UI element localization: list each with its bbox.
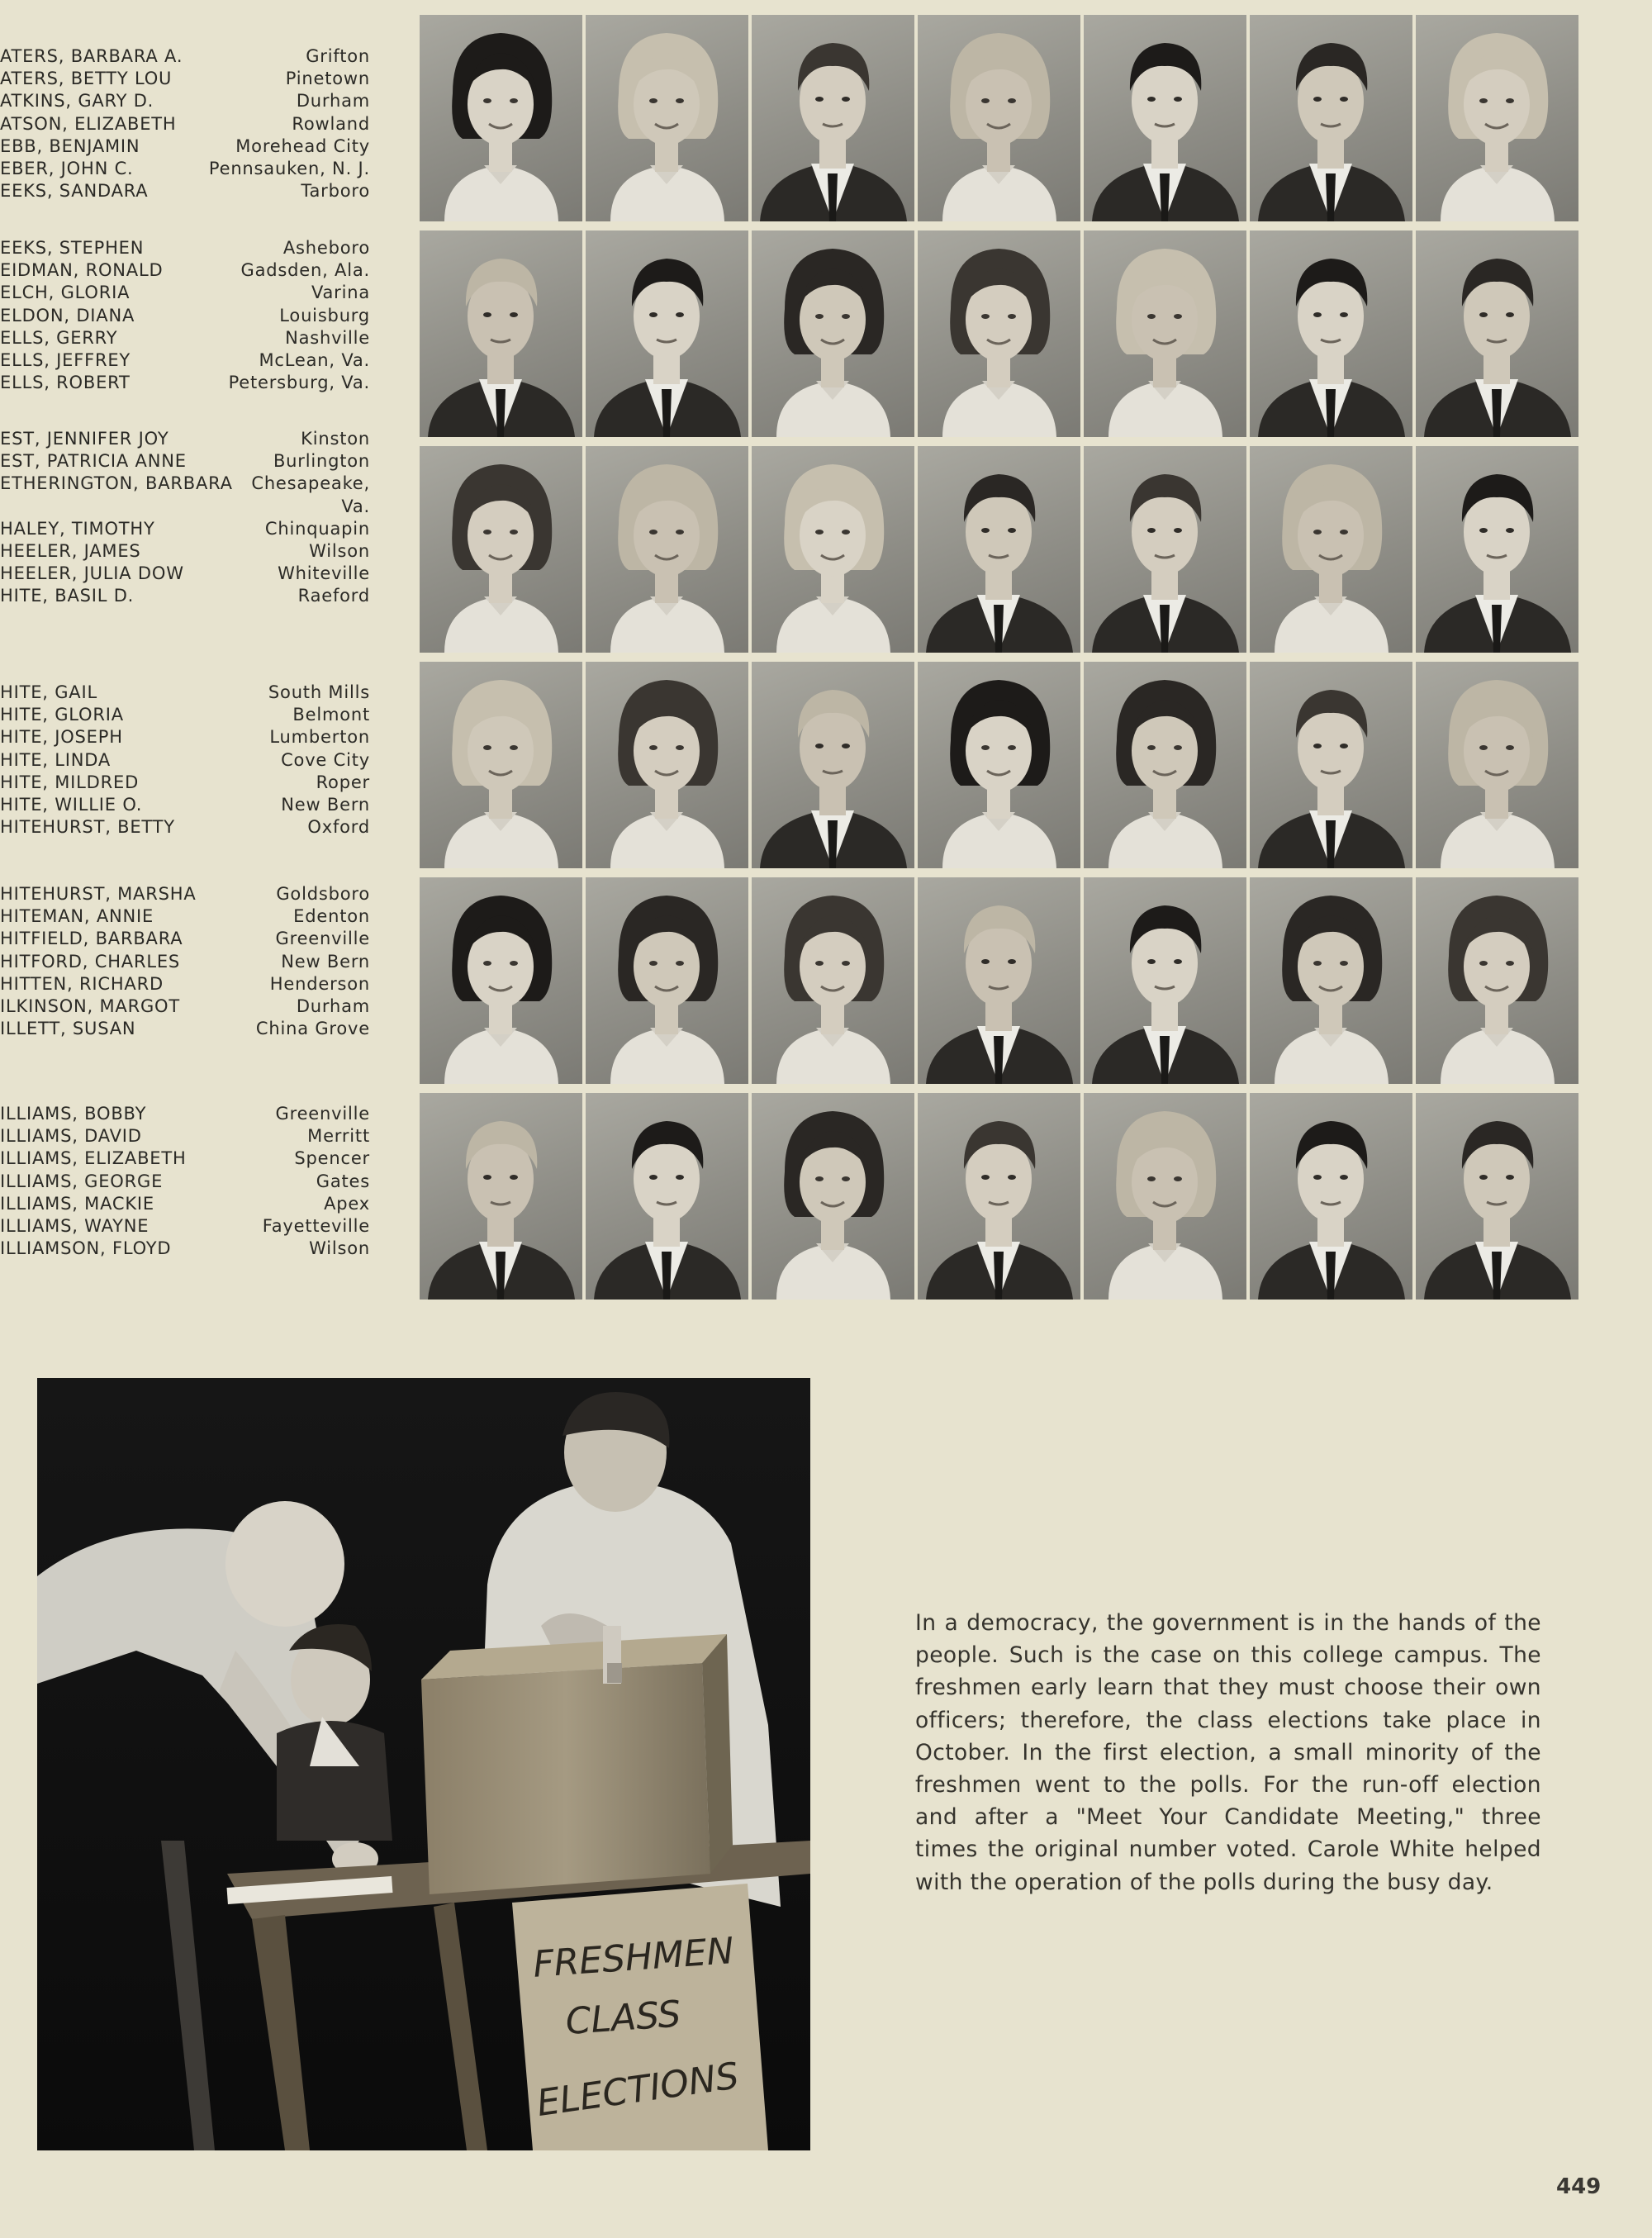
roster-block (0, 1103, 380, 1260)
student-name: ATKINS, GARY D. (0, 91, 154, 112)
student-name: ETHERINGTON, BARBARA (0, 473, 233, 494)
student-hometown: Merritt (307, 1126, 370, 1147)
student-portrait (586, 446, 748, 653)
roster-row (0, 928, 380, 950)
roster-block (0, 682, 380, 839)
election-photo (37, 1378, 810, 2150)
roster-row (0, 1148, 380, 1170)
student-portrait (752, 877, 914, 1084)
student-portrait (1084, 446, 1246, 653)
student-hometown: Whiteville (278, 563, 370, 584)
student-name: EEKS, STEPHEN (0, 238, 145, 258)
sign-text-line-3: ELECTIONS (534, 2055, 742, 2126)
student-name: ILLIAMS, MACKIE (0, 1193, 154, 1214)
roster-row (0, 428, 380, 450)
roster-row (0, 1103, 380, 1125)
student-portrait (1250, 230, 1412, 437)
page-number: 449 (1556, 2174, 1602, 2199)
student-hometown: Fayetteville (262, 1215, 370, 1236)
student-portrait (586, 15, 748, 221)
student-portrait (420, 877, 582, 1084)
student-hometown: New Bern (281, 794, 370, 815)
roster-row (0, 518, 380, 540)
roster-row (0, 473, 380, 495)
student-name: HALEY, TIMOTHY (0, 518, 155, 539)
student-name: EST, JENNIFER JOY (0, 429, 169, 449)
roster-row (0, 726, 380, 748)
student-portrait (420, 662, 582, 868)
student-hometown: Goldsboro (276, 884, 370, 904)
student-hometown: Chesapeake, (251, 473, 370, 494)
roster-row (0, 1193, 380, 1215)
student-name: ELLS, GERRY (0, 327, 118, 348)
student-name: EBB, BENJAMIN (0, 135, 140, 156)
roster-row (0, 1215, 380, 1238)
roster-row (0, 349, 380, 372)
student-portrait (1084, 15, 1246, 221)
student-hometown: Wilson (309, 540, 370, 561)
student-hometown: Nashville (285, 327, 370, 348)
roster-row (0, 237, 380, 259)
student-name: HITE, BASIL D. (0, 586, 135, 606)
student-name: HITFIELD, BARBARA (0, 929, 183, 949)
student-portrait (1250, 15, 1412, 221)
student-portrait (1416, 230, 1578, 437)
student-hometown: Gadsden, Ala. (240, 260, 370, 281)
student-name: EBER, JOHN C. (0, 158, 134, 178)
student-name: ILLIAMS, WAYNE (0, 1215, 150, 1236)
student-portrait (420, 15, 582, 221)
student-name: HEELER, JAMES (0, 540, 141, 561)
student-hometown: Chinquapin (264, 518, 370, 539)
student-hometown: Durham (296, 995, 370, 1016)
student-hometown: Pinetown (285, 69, 370, 89)
student-hometown: Durham (296, 91, 370, 112)
caption-text: In a democracy, the government is in the hands of the people. Such is the case on this college campus. The freshmen early learn that they must choose their own officers; therefore, the class elections take place in October. In the first election, a small minority of the freshmen went to the polls. For the run-off election and after a "Meet Your Candidate Meeting," three times the original number voted. Carole White helped with the operation of the polls during the busy day. (915, 1610, 1541, 1895)
student-hometown: Tarboro (301, 181, 370, 202)
student-portrait (1250, 1093, 1412, 1300)
roster-row (0, 180, 380, 202)
student-name: HITFORD, CHARLES (0, 951, 181, 972)
student-name: ELLS, JEFFREY (0, 349, 131, 370)
student-portrait (586, 1093, 748, 1300)
student-name: ILKINSON, MARGOT (0, 995, 180, 1016)
student-portrait (586, 230, 748, 437)
student-name: ILLETT, SUSAN (0, 1019, 136, 1039)
student-portrait (420, 230, 582, 437)
roster-row (0, 135, 380, 158)
student-hometown: Greenville (275, 1104, 370, 1124)
student-hometown: Lumberton (269, 727, 370, 748)
student-hometown: New Bern (281, 951, 370, 972)
student-name: HITE, WILLIE O. (0, 794, 143, 815)
roster-block (0, 45, 380, 202)
student-name: ATSON, ELIZABETH (0, 113, 177, 134)
roster-row (0, 704, 380, 726)
roster-row (0, 883, 380, 905)
roster-block (0, 883, 380, 1040)
student-hometown: South Mills (268, 682, 370, 702)
student-portrait (420, 1093, 582, 1300)
student-name: ILLIAMS, GEORGE (0, 1171, 164, 1191)
student-hometown: Pennsauken, N. J. (208, 158, 370, 178)
student-hometown: Cove City (281, 749, 370, 770)
student-name: EST, PATRICIA ANNE (0, 451, 187, 472)
roster-row (0, 585, 380, 607)
student-portrait (752, 446, 914, 653)
roster-row (0, 372, 380, 394)
student-name: EIDMAN, RONALD (0, 260, 164, 281)
student-hometown: Asheboro (282, 238, 370, 258)
student-portrait (1084, 662, 1246, 868)
roster-row (0, 794, 380, 816)
portrait-grid (420, 15, 1584, 1300)
student-name: ATERS, BARBARA A. (0, 46, 183, 66)
student-name: HITE, LINDA (0, 749, 112, 770)
student-hometown: Varina (311, 283, 370, 303)
student-portrait (1416, 15, 1578, 221)
student-portrait (918, 230, 1080, 437)
student-portrait (1416, 877, 1578, 1084)
student-portrait (918, 877, 1080, 1084)
student-hometown: China Grove (255, 1019, 370, 1039)
student-name: HITE, GAIL (0, 682, 97, 702)
student-portrait (1416, 1093, 1578, 1300)
student-name: EEKS, SANDARA (0, 181, 149, 202)
roster-row (0, 282, 380, 304)
student-hometown: Raeford (297, 586, 370, 606)
student-hometown: Kinston (301, 429, 370, 449)
student-name: HITE, JOSEPH (0, 727, 123, 748)
student-name: HITEMAN, ANNIE (0, 906, 154, 927)
student-hometown: Greenville (275, 929, 370, 949)
student-portrait (1084, 230, 1246, 437)
student-portrait (1084, 1093, 1246, 1300)
student-name: HITE, GLORIA (0, 705, 124, 725)
roster-row (0, 951, 380, 973)
student-portrait (752, 230, 914, 437)
student-portrait (1250, 446, 1412, 653)
student-portrait (918, 446, 1080, 653)
student-hometown: Gates (316, 1171, 370, 1191)
roster-row (0, 450, 380, 473)
roster-row (0, 905, 380, 928)
student-hometown: Apex (324, 1193, 370, 1214)
roster-row (0, 540, 380, 563)
roster-row (0, 816, 380, 839)
student-name: HITEHURST, MARSHA (0, 884, 197, 904)
roster-row (0, 327, 380, 349)
student-portrait (1084, 877, 1246, 1084)
roster-block (0, 237, 380, 394)
roster-row (0, 90, 380, 112)
roster-row (0, 995, 380, 1018)
student-portrait (1250, 662, 1412, 868)
roster-row (0, 45, 380, 68)
student-name: ILLIAMSON, FLOYD (0, 1238, 172, 1259)
student-hometown: Petersburg, Va. (228, 373, 370, 393)
student-name: ATERS, BETTY LOU (0, 69, 173, 89)
roster-block (0, 428, 380, 608)
student-hometown: Edenton (293, 906, 370, 927)
roster-row (0, 113, 380, 135)
roster-row (0, 305, 380, 327)
student-portrait (586, 662, 748, 868)
student-hometown: Spencer (294, 1148, 370, 1169)
student-name: ILLIAMS, BOBBY (0, 1104, 147, 1124)
student-portrait (752, 662, 914, 868)
student-hometown: Grifton (306, 46, 370, 66)
student-name: ILLIAMS, DAVID (0, 1126, 142, 1147)
sign-text-line-1: FRESHMEN (531, 1930, 736, 1986)
student-hometown: Morehead City (235, 135, 370, 156)
student-name: HITEHURST, BETTY (0, 817, 175, 838)
roster-row (0, 749, 380, 772)
student-portrait (752, 15, 914, 221)
student-hometown: Oxford (307, 817, 370, 838)
student-hometown: Henderson (269, 973, 370, 994)
student-portrait (752, 1093, 914, 1300)
student-name: HITTEN, RICHARD (0, 973, 164, 994)
student-hometown: Louisburg (279, 305, 370, 325)
student-name: ELDON, DIANA (0, 305, 135, 325)
roster-row (0, 68, 380, 90)
roster-row (0, 563, 380, 585)
student-portrait (586, 877, 748, 1084)
roster-row (0, 772, 380, 794)
student-portrait (1250, 877, 1412, 1084)
student-hometown: McLean, Va. (259, 349, 370, 370)
student-name: ELLS, ROBERT (0, 373, 131, 393)
student-portrait (918, 662, 1080, 868)
roster-row (0, 1238, 380, 1260)
roster-row (0, 1125, 380, 1148)
student-name: ELCH, GLORIA (0, 283, 131, 303)
student-hometown: Wilson (309, 1238, 370, 1259)
student-hometown: Roper (316, 772, 370, 792)
student-hometown: Burlington (273, 451, 370, 472)
student-hometown: Belmont (292, 705, 370, 725)
student-hometown: Va. (341, 496, 370, 516)
student-portrait (1416, 662, 1578, 868)
roster-row (0, 259, 380, 282)
student-portrait (420, 446, 582, 653)
student-name: HITE, MILDRED (0, 772, 140, 792)
student-hometown: Rowland (292, 113, 370, 134)
roster-row (0, 973, 380, 995)
student-portrait (918, 15, 1080, 221)
student-name: ILLIAMS, ELIZABETH (0, 1148, 187, 1169)
roster-row (0, 1171, 380, 1193)
sign-text-line-2: CLASS (564, 1993, 682, 2044)
student-portrait (918, 1093, 1080, 1300)
roster-row (0, 158, 380, 180)
roster-row (0, 1018, 380, 1040)
roster-row (0, 682, 380, 704)
student-portrait (1416, 446, 1578, 653)
roster-row (0, 496, 380, 518)
student-name: HEELER, JULIA DOW (0, 563, 184, 584)
